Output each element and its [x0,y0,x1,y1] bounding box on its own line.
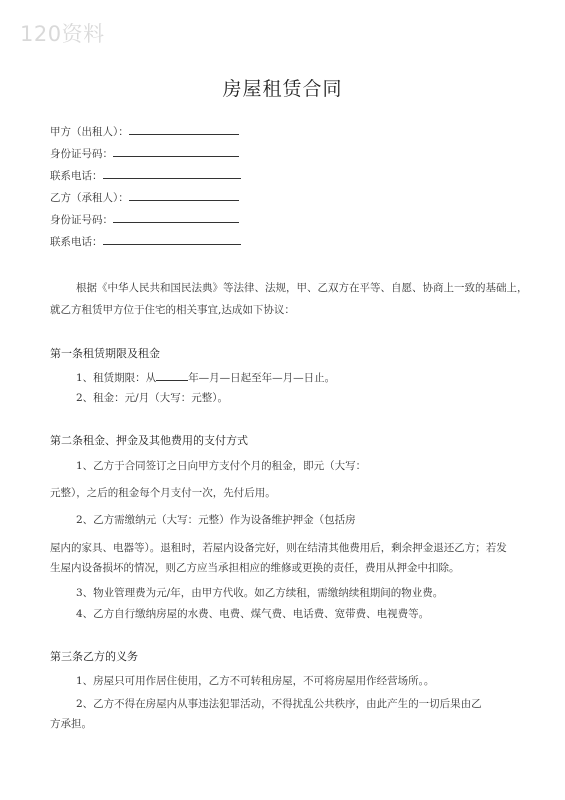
article-2-item-2-line-1: 2、乙方需缴纳元（大写：元整）作为设备维护押金（包括房 [76,514,356,526]
preamble-line-2: 就乙方租赁甲方位于住宅的相关事宜,达成如下协议： [50,304,295,316]
blank-underline [113,146,239,157]
item-text: 年—月—日起至年—月—日止。 [188,372,336,384]
article-3-item-1: 1、房屋只可用作居住使用，乙方不可转租房屋，不可将房屋用作经营场所。。 [76,675,435,687]
article-1-heading: 第一条租赁期限及租金 [50,347,160,360]
party-lessor-phone-line [50,168,241,183]
party-lessee-line [50,190,239,205]
article-3-heading: 第三条乙方的义务 [50,650,138,663]
party-label: 联系电话： [50,170,103,182]
blank-underline [129,124,239,135]
item-text: 1、租赁期限：从 [76,372,157,384]
party-label: 身份证号码： [50,148,113,160]
blank-underline [113,212,239,223]
article-2-item-2-line-2: 屋内的家具、电器等）。退租时，若屋内设备完好，则在结清其他费用后，剩余押金退还乙方；若发 [50,542,507,554]
party-lessor-id-line [50,146,239,161]
party-label: 乙方（承租人）： [50,192,129,204]
article-1-item-2: 2、租金：元/月（大写：元整）。 [76,392,228,404]
party-label: 甲方（出租人）： [50,126,129,138]
blank-underline [103,168,241,179]
blank-underline [129,190,239,201]
preamble-line-1: 根据《中华人民共和国民法典》等法律、法规，甲、乙双方在平等、自愿、协商上一致的基础上， [76,282,528,294]
party-lessee-id-line [50,212,239,227]
document-title: 房屋租赁合同 [222,78,343,100]
party-label: 身份证号码： [50,214,113,226]
party-lessee-phone-line [50,234,241,249]
article-2-item-3: 3、物业管理费为元/年，由甲方代收。如乙方续租，需缴纳续租期间的物业费。 [76,587,444,599]
blank-underline [103,234,241,245]
blank-underline [156,370,188,381]
article-1-item-1 [50,370,546,385]
article-2-item-2-line-3: 生屋内设备损坏的情况，则乙方应当承担相应的维修或更换的责任，费用从押金中扣除。 [50,562,460,574]
article-2-item-1-line-2: 元整），之后的租金每个月支付一次，先付后用。 [50,487,276,499]
article-3-item-2-line-2: 方承担。 [50,718,92,730]
watermark: 120资料 [20,22,105,46]
article-2-item-1-line-1: 1、乙方于合同签订之日向甲方支付个月的租金，即元（大写： [76,460,367,472]
article-2-item-4: 4、乙方自行缴纳房屋的水费、电费、煤气费、电话费、宽带费、电视费等。 [76,608,430,620]
party-label: 联系电话： [50,236,103,248]
article-2-heading: 第二条租金、押金及其他费用的支付方式 [50,434,248,447]
party-lessor-line [50,124,239,139]
article-3-item-2-line-1: 2、乙方不得在房屋内从事违法犯罪活动，不得扰乱公共秩序，由此产生的一切后果由乙 [76,698,482,710]
